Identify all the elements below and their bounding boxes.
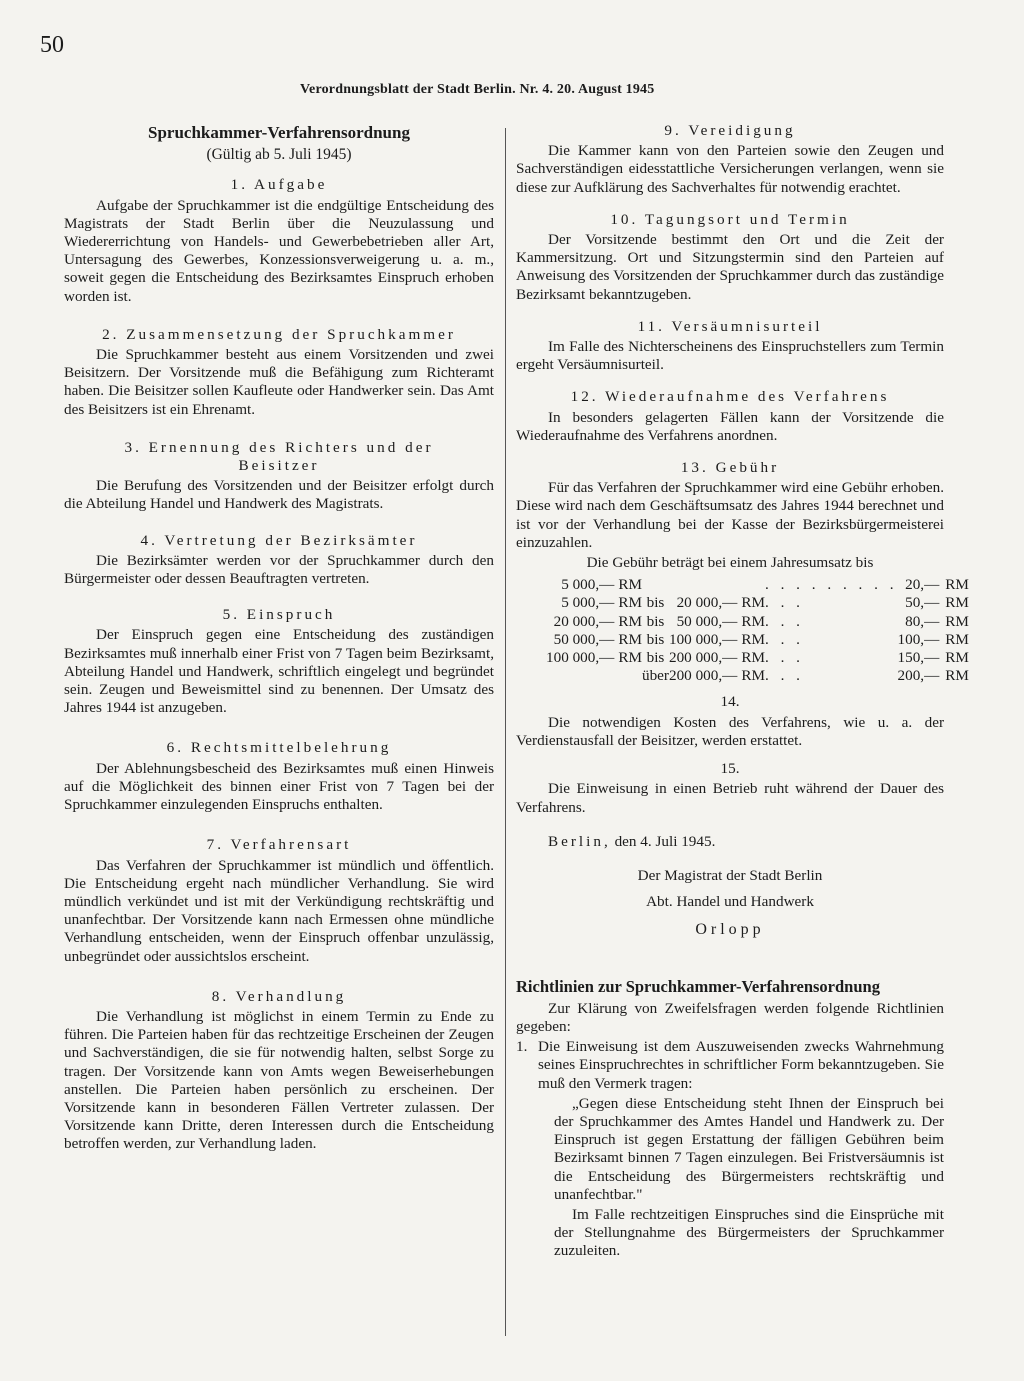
fee-row [546,613,969,631]
fee-row [546,594,969,612]
fee-connector: über [641,667,669,685]
section-text: Der Ablehnungsbescheid des Bezirksamtes muß einen Hinweis auf die Möglichkeit des binnen einer Frist von 7 Tagen bei der Spruchkammer einzulegenden Einspruchs enthalten. [64,759,494,814]
fee-amount: 50,— [905,594,940,612]
fee-from: 20 000,— [553,612,615,630]
fee-unit2 [737,576,765,594]
signature-authority: Der Magistrat der Stadt Berlin [637,866,823,884]
fee-unit2: RM [741,612,765,630]
section-text: Im Falle des Nichterscheinens des Einspruchstellers zum Termin ergeht Versäumnisurteil. [516,338,944,374]
section-text: Der Vorsitzende bestimmt den Ort und die Zeit der Kammersitzung. Ort und Sitzungstermin sind den Parteien auf Anweisung des Vorsitzenden der Spruchkammer durch das zuständige Bezirksamt bekanntzugeben. [516,231,944,303]
section-text: Der Einspruch gegen eine Entscheidung des zuständigen Bezirksamtes muß innerhalb einer Frist von 7 Tagen beim Bezirksamt, Abteilung Handel und Handwerk, schriftlich eingelegt und begründet sein. Zeugen und Beweismittel sind zu benennen. Der Umsatz des Jahres 1944 ist anzugeben. [64,626,494,717]
fee-to: 20 000,— [676,594,738,612]
section-heading: 8. Verhandlung [211,987,347,1005]
fee-amount: 100,— [897,630,940,648]
section-text: Die Berufung des Vorsitzenden und der Beisitzer erfolgt durch die Abteilung Handel und Handwerk des Magistrats. [64,477,494,513]
fee-dots: . . . . . . . . . [764,576,898,594]
fee-intro: Die Gebühr beträgt bei einem Jahresumsatz bis [586,554,874,572]
fee-table [546,576,969,685]
fee-currency: RM [945,594,969,612]
fee-unit: RM [618,576,642,594]
section-heading: 4. Vertretung der Bezirksämter [140,531,418,549]
fee-currency: RM [945,667,969,685]
signature-department: Abt. Handel und Handwerk [646,893,814,911]
fee-to [669,576,737,594]
fee-unit [614,667,642,685]
fee-from: 5 000,— [561,576,615,594]
fee-row [546,631,969,649]
section-heading: 2. Zusammensetzung der Spruchkammer [102,325,456,343]
guidelines-followup: Im Falle rechtzeitigen Einspruches sind die Einsprüche mit der Stellungnahme des Bürgermeisters der Spruchkammer zuzuleiten. [554,1205,944,1260]
section-heading: 7. Verfahrensart [206,836,352,854]
column-divider [505,128,506,1336]
section-text: Die Verhandlung ist möglichst in einem Termin zu Ende zu führen. Die Parteien haben für das rechtzeitige Erscheinen der Zeugen und Sachverständigen, die sie für notwendig halten, selbst Sorge zu tragen. Der Vorsitzende kann von Amts wegen Beweiserhebungen anstellen. Die Parteien haben persönlich zu erscheinen. Der Vorsitzende kann in besonderen Fällen Vertreter zulassen. Der Vorsitzende kann Dritte, deren Interessen durch die Entscheidung betroffen werden, zur Verhandlung laden. [64,1007,494,1153]
fee-dots: . . . [764,612,804,630]
fee-currency: RM [945,576,969,594]
fee-row [546,667,969,685]
guidelines-item-text: Die Einweisung ist dem Auszuweisenden zwecks Wahrnehmung seines Einspruchrechtes in schriftlicher Form bekanntzugeben. Sie muß den Vermerk tragen: [538,1038,944,1092]
section-heading: 13. Gebühr [680,459,780,477]
section-text: Aufgabe der Spruchkammer ist die endgültige Entscheidung des Magistrats der Stadt Berlin über die Neuzulassung und Wiedererrichtung von Handels- und Gewerbebetrieben aller Art, Untersagung des Gewerbes, Konzessionsverweigerung u. a. m., soweit gegen die Entscheidung des Bezirksamtes Einspruch erhoben worden ist. [64,196,494,305]
fee-to: 200 000,— [668,667,738,685]
dateline-place: Berlin, [548,832,611,850]
fee-connector: bis [646,594,665,612]
fee-amount: 80,— [905,612,940,630]
guidelines-intro: Zur Klärung von Zweifelsfragen werden folgende Richtlinien gegeben: [516,999,944,1035]
fee-connector: bis [646,612,665,630]
fee-dots: . . . [764,667,804,685]
fee-amount: 200,— [897,667,940,685]
page-number: 50 [40,32,64,58]
ordinance-validity: (Gültig ab 5. Juli 1945) [206,146,352,164]
section-text: Die Kammer kann von den Parteien sowie den Zeugen und Sachverständigen eidesstattliche Versicherungen verlangen, wenn sie diese zur Aufklärung des Sachverhaltes für notwendig erachtet. [516,142,944,196]
section-heading: 11. Versäumnisurteil [637,317,823,335]
section-heading: 6. Rechtsmittelbelehrung [166,739,392,757]
guidelines-title: Richtlinien zur Spruchkammer-Verfahrensordnung [516,976,880,996]
fee-to: 50 000,— [676,612,738,630]
dateline [516,833,944,851]
section-text: Die Bezirksämter werden vor der Spruchkammer durch den Bürgermeister oder dessen Beauftragten vertreten. [64,551,494,588]
fee-dots: . . . [764,649,804,667]
running-header: Verordnungsblatt der Stadt Berlin. Nr. 4. 20. August 1945 [300,82,655,97]
fee-unit: RM [618,630,642,648]
section-heading: 12. Wiederaufnahme des Verfahrens [570,388,890,406]
fee-unit: RM [618,612,642,630]
dateline-date: den 4. Juli 1945. [614,832,716,850]
fee-dots: . . . [764,630,804,648]
section-text: Das Verfahren der Spruchkammer ist mündlich und öffentlich. Die Entscheidung ergeht nach mündlicher Verhandlung. Sie wird mündlich verkündet und ist mit der Verkündigung rechtskräftig und unanfechtbar. Der Vorsitzende kann nach Ermessen ohne mündliche Verhandlung entscheiden, wenn der Einspruch offenbar unzulässig, unbegründet oder aussichtslos erscheint. [64,856,494,965]
fee-unit2: RM [741,594,765,612]
section-text: Die Einweisung in einen Betrieb ruht während der Dauer des Verfahrens. [516,780,944,816]
section-heading: 3. Ernennung des Richters und der Beisitzer [124,438,434,475]
fee-row [546,576,969,594]
fee-from: 5 000,— [561,594,615,612]
fee-currency: RM [945,630,969,648]
fee-unit2: RM [741,667,765,685]
ordinance-title: Spruchkammer-Verfahrensordnung [148,123,410,142]
fee-currency: RM [945,612,969,630]
fee-unit2: RM [741,630,765,648]
fee-row [546,649,969,667]
fee-unit: RM [618,594,642,612]
section-heading: 15. [720,760,740,778]
signature-name: Orlopp [695,921,765,939]
section-text: Für das Verfahren der Spruchkammer wird eine Gebühr erhoben. Diese wird nach dem Geschäftsumsatz des Jahres 1944 berechnet und ist vor der Verhandlung bei der Kasse der Bezirksbürgermeisterei einzuzahlen. [516,479,944,551]
fee-from: 50 000,— [553,630,615,648]
left-column [64,122,494,1154]
fee-unit: RM [618,649,642,667]
fee-to: 100 000,— [668,630,738,648]
section-heading: 9. Vereidigung [664,122,796,139]
fee-dots: . . . [764,594,804,612]
section-heading: 10. Tagungsort und Termin [610,210,850,228]
fee-connector: bis [646,630,665,648]
fee-from [546,667,614,685]
fee-connector: bis [646,649,665,667]
fee-amount: 20,— [905,576,940,594]
fee-currency: RM [945,649,969,667]
fee-to: 200 000,— [668,649,738,667]
guidelines-quote: „Gegen diese Entscheidung steht Ihnen der Einspruch bei der Spruchkammer des Amtes Handel und Handwerk zu. Der Einspruch ist gegen Erstattung der fälligen Gebühren beim Bezirksamt binnen 7 Tagen einzulegen. Bei Fristversäumnis ist die Entscheidung des Bürgermeisters rechtskräftig und unanfechtbar." [554,1094,944,1203]
fee-amount: 150,— [897,649,940,667]
section-text: Die notwendigen Kosten des Verfahrens, wie u. a. der Verdienstausfall der Beisitzer, werden erstattet. [516,713,944,749]
section-heading: 1. Aufgabe [230,176,328,194]
fee-from: 100 000,— [546,649,615,667]
guidelines-item-number: 1. [516,1038,528,1056]
guidelines-item [516,1038,944,1093]
fee-connector [642,576,669,594]
section-heading: 5. Einspruch [222,606,336,624]
section-text: In besonders gelagerten Fällen kann der Vorsitzende die Wiederaufnahme des Verfahrens anordnen. [516,408,944,444]
section-text: Die Spruchkammer besteht aus einem Vorsitzenden und zwei Beisitzern. Der Vorsitzende muß die Befähigung zum Richteramt haben. Die Beisitzer sollen Kaufleute oder Handwerker sein. Das Amt des Beisitzers ist ein Ehrenamt. [64,346,494,418]
right-column [516,122,969,1261]
fee-unit2: RM [741,649,765,667]
section-heading: 14. [720,693,740,711]
